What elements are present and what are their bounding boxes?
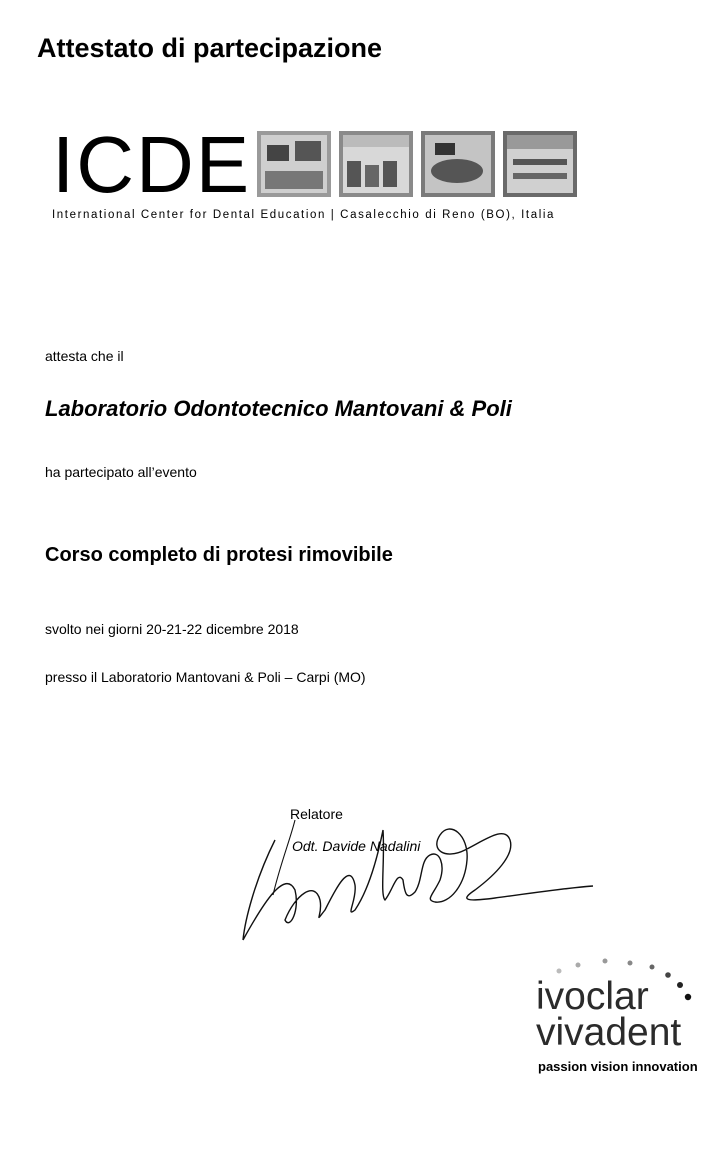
- attest-text: attesta che il: [45, 348, 124, 364]
- ivoclar-tagline: passion vision innovation: [538, 1059, 698, 1074]
- recipient-name: Laboratorio Odontotecnico Mantovani & Poli: [45, 396, 512, 421]
- icde-photo-1: [257, 131, 331, 197]
- icde-photo-3: [421, 131, 495, 197]
- course-title: Corso completo di protesi rimovibile: [45, 544, 393, 566]
- icde-logo: [52, 120, 572, 225]
- speaker-label: Relatore: [290, 806, 343, 822]
- icde-photo-4: [503, 131, 577, 197]
- ivoclar-vivadent-logo: [530, 955, 715, 1080]
- speaker-name: Odt. Davide Nadalini: [292, 838, 421, 854]
- event-dates: svolto nei giorni 20-21-22 dicembre 2018: [45, 621, 299, 637]
- icde-wordmark: ICDE: [52, 120, 252, 209]
- icde-photo-strip: [257, 131, 577, 197]
- icde-photo-2: [339, 131, 413, 197]
- speaker-signature: [235, 800, 595, 950]
- icde-tagline: International Center for Dental Education | Casalecchio di Reno (BO), Italia: [52, 209, 556, 221]
- participated-text: ha partecipato all’evento: [45, 464, 197, 480]
- certificate-title: Attestato di partecipazione: [37, 33, 383, 63]
- event-location: presso il Laboratorio Mantovani & Poli – Carpi (MO): [45, 669, 366, 685]
- vivadent-wordmark: vivadent: [536, 1011, 682, 1054]
- ivoclar-wordmark: ivoclar: [536, 975, 649, 1018]
